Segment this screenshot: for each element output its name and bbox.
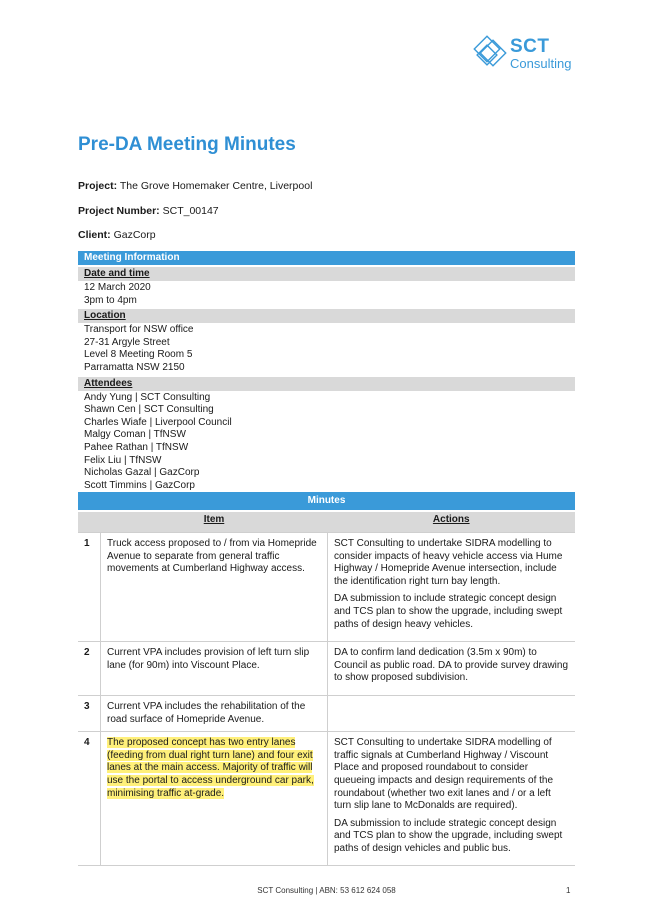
page-number: 1: [566, 886, 571, 895]
row-item: [101, 732, 328, 866]
table-row: [78, 695, 575, 731]
row-number: 1: [78, 533, 101, 642]
attendee: Charles Wiafe | Liverpool Council: [84, 416, 232, 428]
row-item: Truck access proposed to / from via Homepride Avenue to separate from general traffic movements at Cumberland Highway access.: [101, 533, 328, 642]
row-number: 4: [78, 732, 101, 866]
table-row: [78, 533, 575, 642]
action-text: DA submission to include strategic concept design and TCS plan to show the upgrade, including swept paths of design vehicles and public bus.: [334, 817, 563, 854]
attendees-heading: Attendees: [78, 377, 575, 391]
action-text: SCT Consulting to undertake SIDRA modelling of traffic signals at Cumberland Highway / Viscount Place and proposed roundabout to consider queueing impacts and design requirements of the roundabout (whether two exit lanes and / or a left turn slip lane to McDonalds are required).: [334, 737, 554, 812]
actions-column-header: Actions: [328, 512, 576, 533]
location-line: Transport for NSW office: [84, 324, 194, 336]
date-line: 12 March 2020: [84, 282, 151, 293]
location-heading: Location: [78, 309, 575, 323]
minutes-table: [78, 512, 575, 866]
sct-logo-icon: [470, 34, 510, 74]
location-line: Parramatta NSW 2150: [84, 361, 185, 373]
location-line: Level 8 Meeting Room 5: [84, 349, 193, 361]
project-number-line: [78, 205, 219, 217]
attendee: Felix Liu | TfNSW: [84, 454, 162, 466]
client-line: [78, 229, 156, 241]
attendee: Malgy Coman | TfNSW: [84, 429, 186, 441]
row-actions: [328, 642, 576, 696]
item-column-header: Item: [101, 512, 328, 533]
attendee: Nicholas Gazal | GazCorp: [84, 467, 200, 479]
minutes-table-header: [78, 512, 575, 533]
client-label: Client:: [78, 229, 111, 241]
time-line: 3pm to 4pm: [84, 294, 137, 306]
date-time-lines: [78, 281, 575, 307]
num-column-header: [78, 512, 101, 533]
table-row: [78, 642, 575, 696]
action-text: DA to confirm land dedication (3.5m x 90m) to Council as public road. DA to provide survey drawing to show proposed subdivision.: [334, 647, 569, 684]
location-line: 27-31 Argyle Street: [84, 336, 170, 348]
minutes-header: Minutes: [78, 492, 575, 510]
project-number-value: SCT_00147: [162, 205, 219, 217]
row-actions: [328, 732, 576, 866]
action-text: SCT Consulting to undertake SIDRA modelling to consider impacts of heavy vehicle access via Hume Highway / Homepride Avenue intersection, include the identification right turn bay length.: [334, 538, 563, 587]
logo-brand-subtext: Consulting: [510, 56, 572, 71]
attendee: Andy Yung | SCT Consulting: [84, 391, 211, 403]
location-lines: [78, 323, 575, 374]
attendee: Shawn Cen | SCT Consulting: [84, 404, 214, 416]
table-row: [78, 732, 575, 866]
document-title: Pre-DA Meeting Minutes: [78, 134, 296, 155]
highlighted-item-text: The proposed concept has two entry lanes (feeding from dual right turn lane) and four exit lanes at the main access. Majority of traffic will use the portal to access underground car park, minimising traffic at-grade.: [107, 737, 314, 799]
logo-brand-text: SCT: [510, 36, 550, 57]
action-text: DA submission to include strategic concept design and TCS plan to show the upgrade, including swept paths of design heavy vehicles.: [334, 593, 563, 630]
meeting-information-section: [78, 251, 575, 492]
attendee: Pahee Rathan | TfNSW: [84, 441, 189, 453]
row-item: Current VPA includes provision of left turn slip lane (for 90m) into Viscount Place.: [101, 642, 328, 696]
project-line: [78, 180, 312, 192]
attendees-list: [78, 391, 575, 493]
project-label: Project:: [78, 180, 118, 192]
attendee: Scott Timmins | GazCorp: [84, 479, 195, 491]
meeting-information-header: Meeting Information: [78, 251, 575, 265]
client-value: GazCorp: [113, 229, 156, 241]
company-logo: [470, 34, 580, 74]
page-footer: SCT Consulting | ABN: 53 612 624 058: [257, 886, 396, 895]
project-value: The Grove Homemaker Centre, Liverpool: [119, 180, 313, 192]
project-number-label: Project Number:: [78, 205, 160, 217]
row-number: 2: [78, 642, 101, 696]
row-number: 3: [78, 695, 101, 731]
row-item: Current VPA includes the rehabilitation of the road surface of Homepride Avenue.: [101, 695, 328, 731]
row-actions: [328, 533, 576, 642]
date-time-heading: Date and time: [78, 267, 575, 281]
row-actions: [328, 695, 576, 731]
